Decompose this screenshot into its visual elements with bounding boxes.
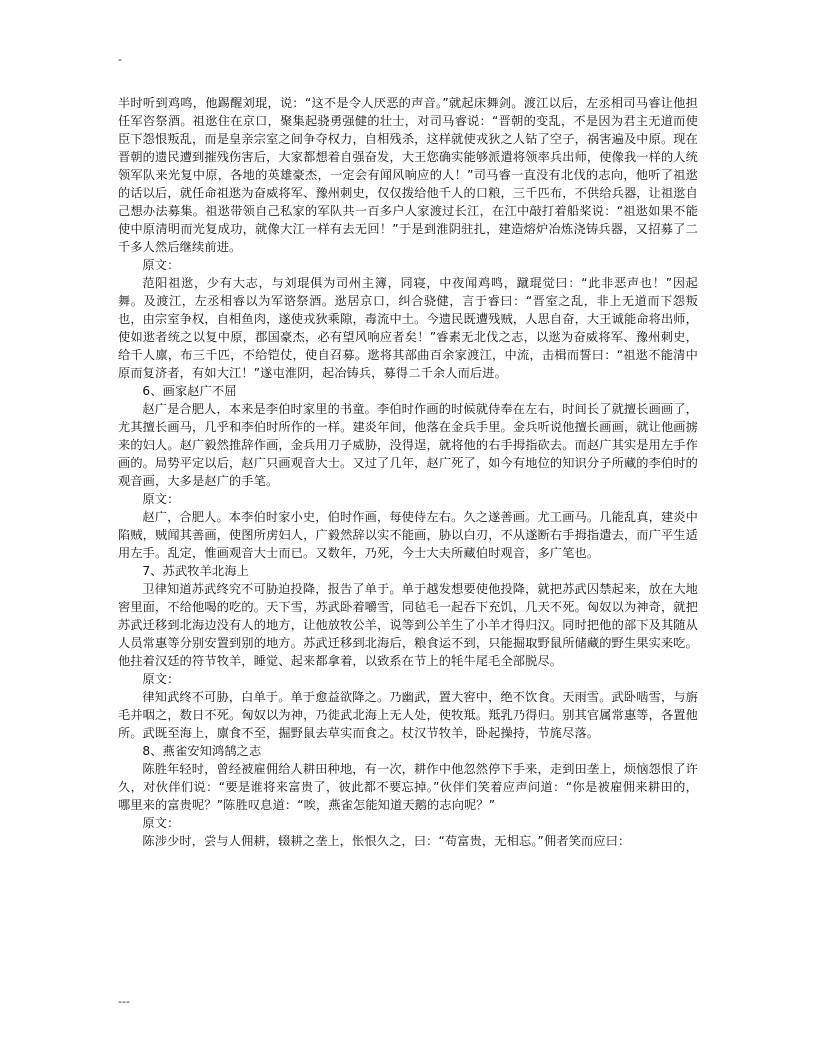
footer-mark: --- [118,995,130,1008]
section-heading-zhao-guang: 6、画家赵广不屈 [142,384,237,398]
paragraph-translation-chen-sheng: 陈胜年轻时，曾经被雇佣给人耕田种地，有一次，耕作中他忽然停下手来，走到田垄上，烦恼怨恨了许久，对伙伴们说：“要是谁将来富贵了，彼此都不要忘掉。”伙伴们笑着应声问道：“你是被雇佣来耕田的，哪里来的富贵呢？”陈胜叹息道：“唉，燕雀怎能知道天鹅的志向呢？” [118,762,698,812]
original-text-label: 原文： [142,492,180,506]
paragraph-original-zuti: 范阳祖逖，少有大志，与刘琨俱为司州主簿，同寝，中夜闻鸡鸣，蹴琨觉曰：“此非恶声也！”因起舞。及渡江，左丞相睿以为军谘祭酒。逖居京口，纠合骁健，言于睿曰：“晋室之乱，非上无道而下怨叛也，由宗室争权，自相鱼肉，遂使戎狄乘隙，毒流中土。今遗民既遭残贼，人思自奋，大王诚能命将出师，使如逖者统之以复中原，郡国豪杰，必有望风响应者矣！”睿素无北伐之志，以逖为奋威将军、豫州刺史，给千人廪，布三千匹，不给铠仗，使自召募。逖将其部曲百余家渡江，中流，击楫而誓曰：“祖逖不能清中原而复济者，有如大江！”遂屯淮阴，起冶铸兵，募得二千余人而后进。 [118,276,698,380]
paragraph-translation-zuti-cont: 半时听到鸡鸣，他踢醒刘琨，说：“这不是令人厌恶的声音。”就起床舞剑。渡江以后，左丞相司马睿让他担任军咨祭酒。祖逖住在京口，聚集起骁勇强健的壮士，对司马睿说：“晋朝的变乱，不是因为君主无道而使臣下怨恨叛乱，而是皇亲宗室之间争夺权力，自相残杀，这样就使戎狄之人钻了空子，祸害遍及中原。现在晋朝的遗民遭到摧残伤害后，大家都想着自强奋发，大王您确实能够派遣将领率兵出师，使像我一样的人统领军队来光复中原，各地的英雄豪杰，一定会有闻风响应的人！”司马睿一直没有北伐的志向，他听了祖逖的话以后，就任命祖逖为奋威将军、豫州刺史，仅仅拨给他千人的口粮，三千匹布，不供给兵器，让祖逖自己想办法募集。祖逖带领自己私家的军队共一百多户人家渡过长江，在江中敲打着船桨说：“祖逖如果不能使中原清明而光复成功，就像大江一样有去无回！”于是到淮阴驻扎，建造熔炉冶炼浇铸兵器，又招募了二千多人然后继续前进。 [118,96,698,254]
original-text-label: 原文： [142,258,180,272]
paragraph-original-su-wu: 律知武终不可胁，白单于。单于愈益欲降之。乃幽武，置大窖中，绝不饮食。天雨雪。武卧啮雪，与旃毛并咽之，数日不死。匈奴以为神，乃徙武北海上无人处，使牧羝。羝乳乃得归。别其官属常惠等，各置他所。武既至海上，廪食不至，掘野鼠去草实而食之。杖汉节牧羊，卧起操持，节旄尽落。 [118,690,698,740]
section-heading-su-wu: 7、苏武牧羊北海上 [142,564,249,578]
header-mark: - [118,53,122,66]
document-body [118,94,698,850]
section-heading-chen-sheng: 8、燕雀安知鸿鹄之志 [142,744,262,758]
paragraph-original-chen-sheng: 陈涉少时，尝与人佣耕，辍耕之垄上，怅恨久之，曰：“苟富贵，无相忘。”佣者笑而应曰： [142,834,631,848]
original-text-label: 原文： [142,672,180,686]
paragraph-original-zhao-guang: 赵广，合肥人。本李伯时家小史，伯时作画，每使侍左右。久之遂善画。尤工画马。几能乱真，建炎中陷贼，贼闻其善画，使图所虏妇人，广毅然辞以实不能画，胁以白刃，不从遂断右手拇指遣去，而广平生适用左手。乱定，惟画观音大士而已。又数年，乃死，今士大夫所藏伯时观音，多广笔也。 [118,510,698,560]
paragraph-translation-zhao-guang: 赵广是合肥人，本来是李伯时家里的书童。李伯时作画的时候就侍奉在左右，时间长了就擅长画画了，尤其擅长画马，几乎和李伯时所作的一样。建炎年间，他落在金兵手里。金兵听说他擅长画画，就让他画掳来的妇人。赵广毅然推辞作画，金兵用刀子威胁，没得逞，就将他的右手拇指砍去。而赵广其实是用左手作画的。局势平定以后，赵广只画观音大士。又过了几年，赵广死了，如今有地位的知识分子所藏的李伯时的观音画，大多是赵广的手笔。 [118,402,698,488]
original-text-label: 原文： [142,816,180,830]
paragraph-translation-su-wu: 卫律知道苏武终究不可胁迫投降，报告了单于。单于越发想要使他投降，就把苏武囚禁起来，放在大地窖里面，不给他喝的吃的。天下雪，苏武卧着嚼雪，同毡毛一起吞下充饥，几天不死。匈奴以为神奇，就把苏武迁移到北海边没有人的地方，让他放牧公羊，说等到公羊生了小羊才得归汉。同时把他的部下及其随从人员常惠等分别安置到别的地方。苏武迁移到北海后，粮食运不到，只能掘取野鼠所储藏的野生果实来吃。他拄着汉廷的符节牧羊，睡觉、起来都拿着，以致系在节上的牦牛尾毛全部脱尽。 [118,582,698,668]
